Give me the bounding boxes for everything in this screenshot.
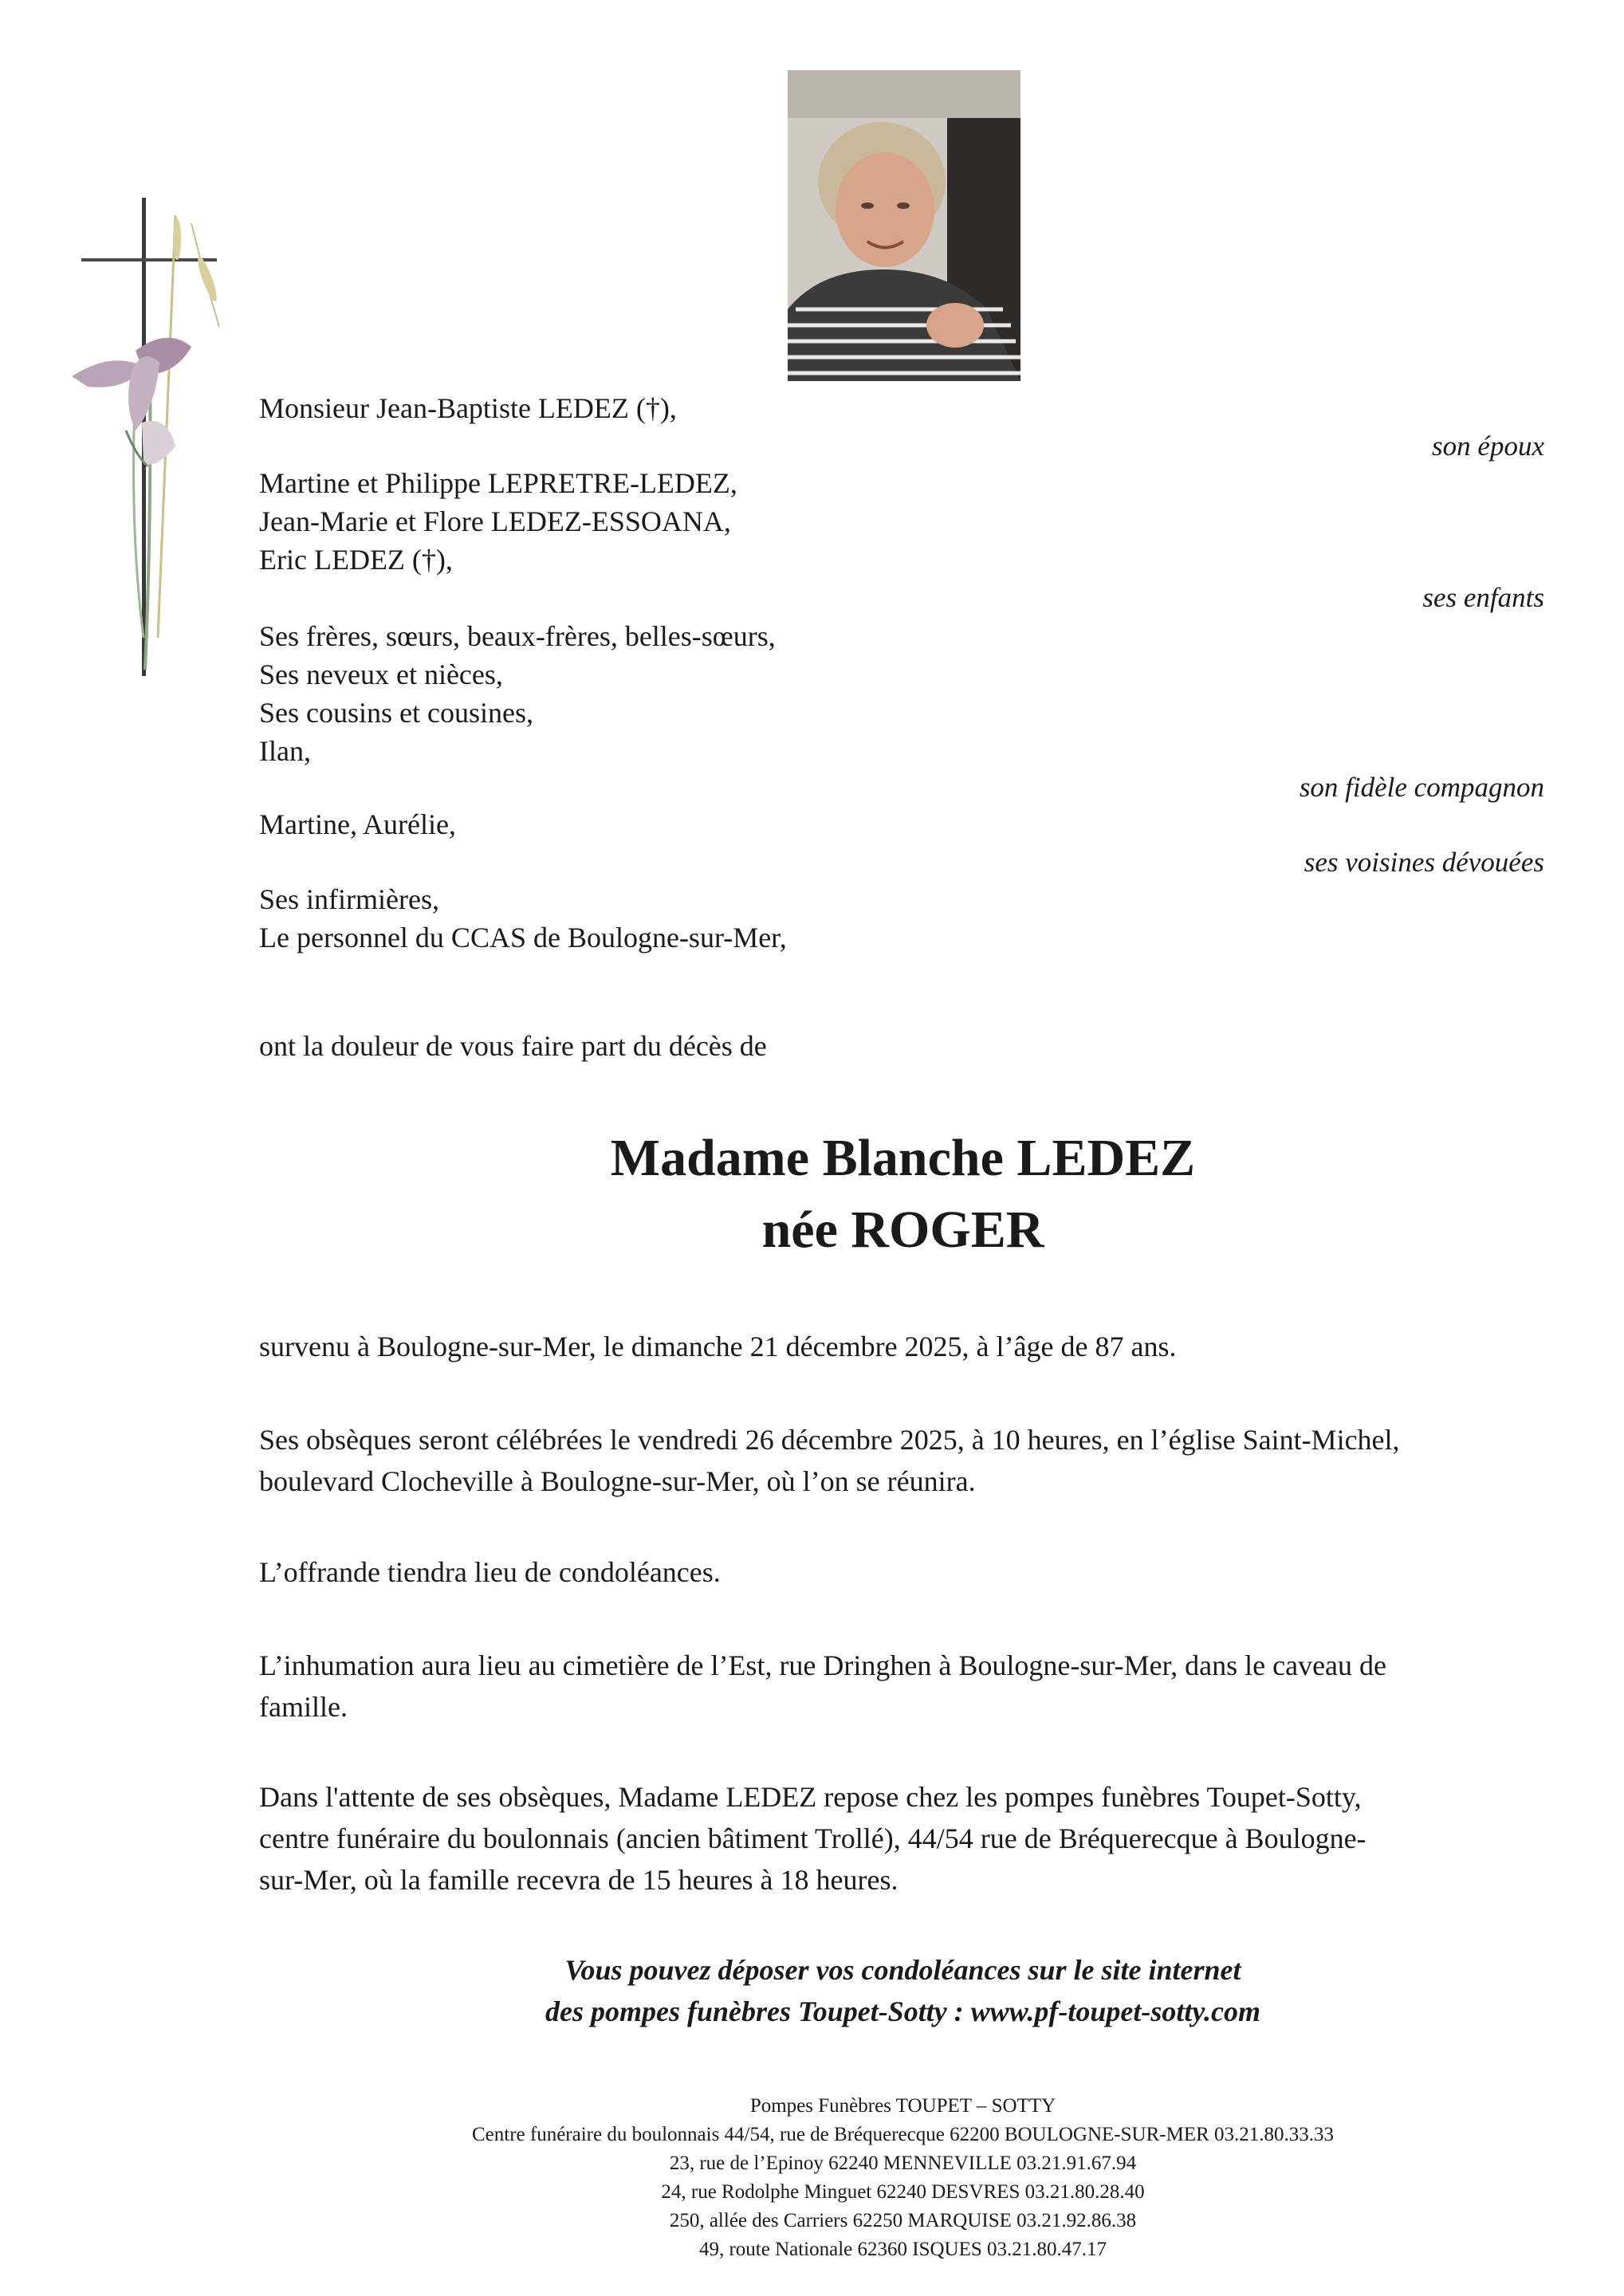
rest-paragraph-line: centre funéraire du boulonnais (ancien bâtiment Trollé), 44/54 rue de Bréquerecque à Boulogne- [259, 1822, 1366, 1854]
condolences-line: des pompes funèbres Toupet-Sotty : www.pf-toupet-sotty.com [545, 1995, 1260, 2027]
children-role: ses enfants [1422, 582, 1544, 613]
carer-line: Ses infirmières, [259, 883, 439, 915]
companion-role: son fidèle compagnon [1299, 772, 1544, 803]
spouse-name: Monsieur Jean-Baptiste LEDEZ (†), [259, 392, 677, 424]
child-name: Martine et Philippe LEPRETRE-LEDEZ, [259, 467, 737, 499]
relative-line: Ilan, [259, 735, 311, 767]
footer-address: 250, allée des Carriers 62250 MARQUISE 03.21.92.86.38 [669, 2210, 1137, 2231]
portrait-photo [788, 70, 1020, 381]
rest-paragraph-line: Dans l'attente de ses obsèques, Madame LEDEZ repose chez les pompes funèbres Toupet-Sotty, [259, 1781, 1362, 1813]
footer-address: 23, rue de l’Epinoy 62240 MENNEVILLE 03.21.91.67.94 [669, 2152, 1137, 2174]
funeral-paragraph-line: Ses obsèques seront célébrées le vendredi 26 décembre 2025, à 10 heures, en l’église Saint-Michel, [259, 1424, 1400, 1456]
footer-company: Pompes Funèbres TOUPET – SOTTY [749, 2095, 1056, 2117]
relative-line: Ses neveux et nièces, [259, 659, 503, 690]
footer-address: 49, route Nationale 62360 ISQUES 03.21.80.47.17 [698, 2239, 1107, 2260]
neighbours-names: Martine, Aurélie, [259, 808, 456, 840]
death-paragraph: survenu à Boulogne-sur-Mer, le dimanche 21 décembre 2025, à l’âge de 87 ans. [259, 1331, 1177, 1362]
condolences-line: Vous pouvez déposer vos condoléances sur le site internet [564, 1954, 1241, 1986]
deceased-name: Madame Blanche LEDEZ [610, 1129, 1196, 1187]
neighbours-role: ses voisines dévouées [1304, 847, 1544, 878]
footer-address: 24, rue Rodolphe Minguet 62240 DESVRES 03.21.80.28.40 [661, 2181, 1145, 2203]
burial-paragraph-line: L’inhumation aura lieu au cimetière de l’Est, rue Dringhen à Boulogne-sur-Mer, dans le caveau de [259, 1649, 1387, 1681]
spouse-role: son époux [1432, 431, 1544, 462]
announcement-text: ont la douleur de vous faire part du décès de [259, 1030, 767, 1062]
funeral-paragraph-line: boulevard Clocheville à Boulogne-sur-Mer, où l’on se réunira. [259, 1465, 976, 1497]
child-name: Eric LEDEZ (†), [259, 544, 453, 576]
deceased-maiden-name: née ROGER [761, 1201, 1044, 1259]
relative-line: Ses frères, sœurs, beaux-frères, belles-sœurs, [259, 620, 776, 652]
child-name: Jean-Marie et Flore LEDEZ-ESSOANA, [259, 505, 731, 537]
cross-lily-icon [56, 191, 239, 702]
rest-paragraph-line: sur-Mer, où la famille recevra de 15 heures à 18 heures. [259, 1864, 899, 1896]
relative-line: Ses cousins et cousines, [259, 697, 533, 729]
footer-address: Centre funéraire du boulonnais 44/54, rue de Bréquerecque 62200 BOULOGNE-SUR-MER 03.21.80.33.33 [471, 2124, 1335, 2145]
burial-paragraph-line: famille. [259, 1691, 348, 1723]
offering-paragraph: L’offrande tiendra lieu de condoléances. [259, 1556, 721, 1588]
carer-line: Le personnel du CCAS de Boulogne-sur-Mer, [259, 922, 787, 953]
